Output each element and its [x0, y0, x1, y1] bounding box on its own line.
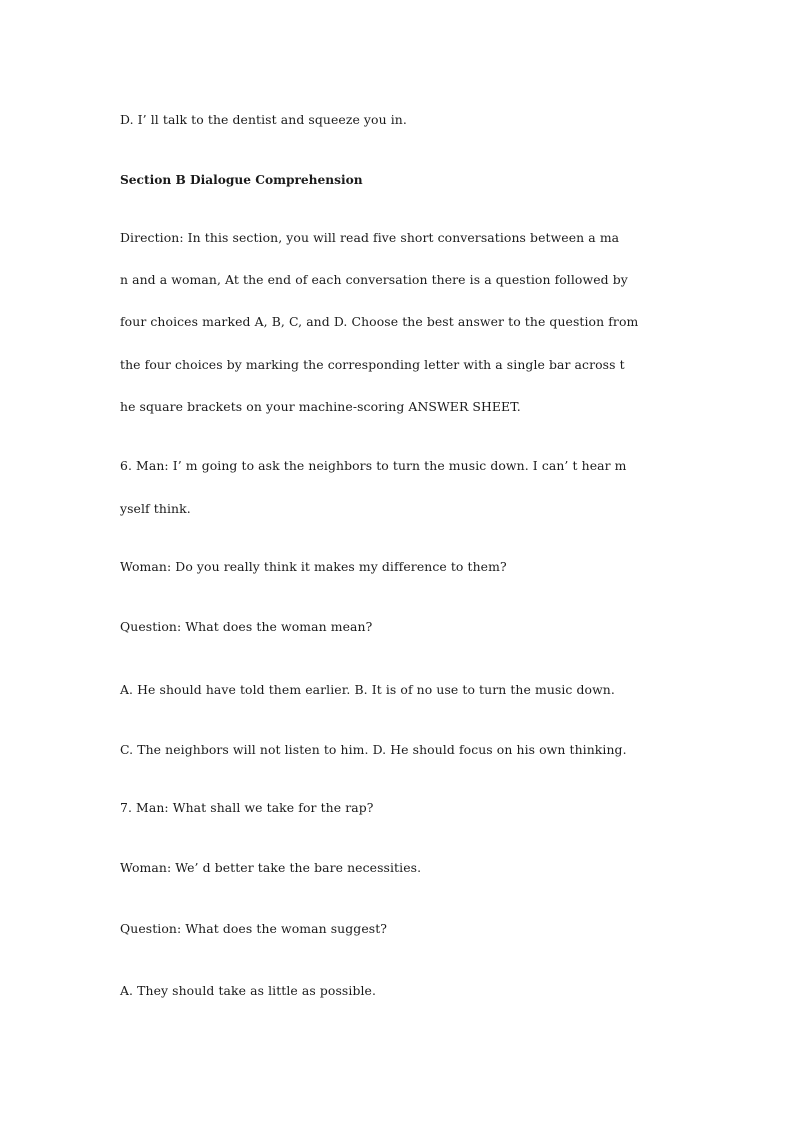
section-heading: Section B Dialogue Comprehension — [120, 173, 363, 187]
q7-question: Question: What does the woman suggest? — [120, 921, 388, 936]
q6-question: Question: What does the woman mean? — [120, 619, 373, 634]
direction-line-2: n and a woman, At the end of each conversation there is a question followed by — [120, 272, 628, 287]
direction-line-5: he square brackets on your machine-scoring ANSWER SHEET. — [120, 399, 521, 414]
q6-woman: Woman: Do you really think it makes my difference to them? — [120, 559, 507, 574]
prev-option-d: D. I’ ll talk to the dentist and squeeze you in. — [120, 112, 407, 127]
q6-options-cd: C. The neighbors will not listen to him. D. He should focus on his own thinking. — [120, 742, 627, 757]
q6-options-ab: A. He should have told them earlier. B. It is of no use to turn the music down. — [120, 682, 615, 697]
q6-man-line-2: yself think. — [120, 501, 191, 516]
q7-option-a: A. They should take as little as possible. — [120, 983, 377, 998]
q7-woman: Woman: We’ d better take the bare necessities. — [120, 860, 422, 875]
q7-man: 7. Man: What shall we take for the rap? — [120, 800, 374, 815]
direction-line-1: Direction: In this section, you will read five short conversations between a ma — [120, 230, 620, 245]
direction-line-4: the four choices by marking the corresponding letter with a single bar across t — [120, 357, 625, 372]
direction-line-3: four choices marked A, B, C, and D. Choose the best answer to the question from — [120, 314, 639, 329]
q6-man-line-1: 6. Man: I’ m going to ask the neighbors to turn the music down. I can’ t hear m — [120, 458, 627, 473]
